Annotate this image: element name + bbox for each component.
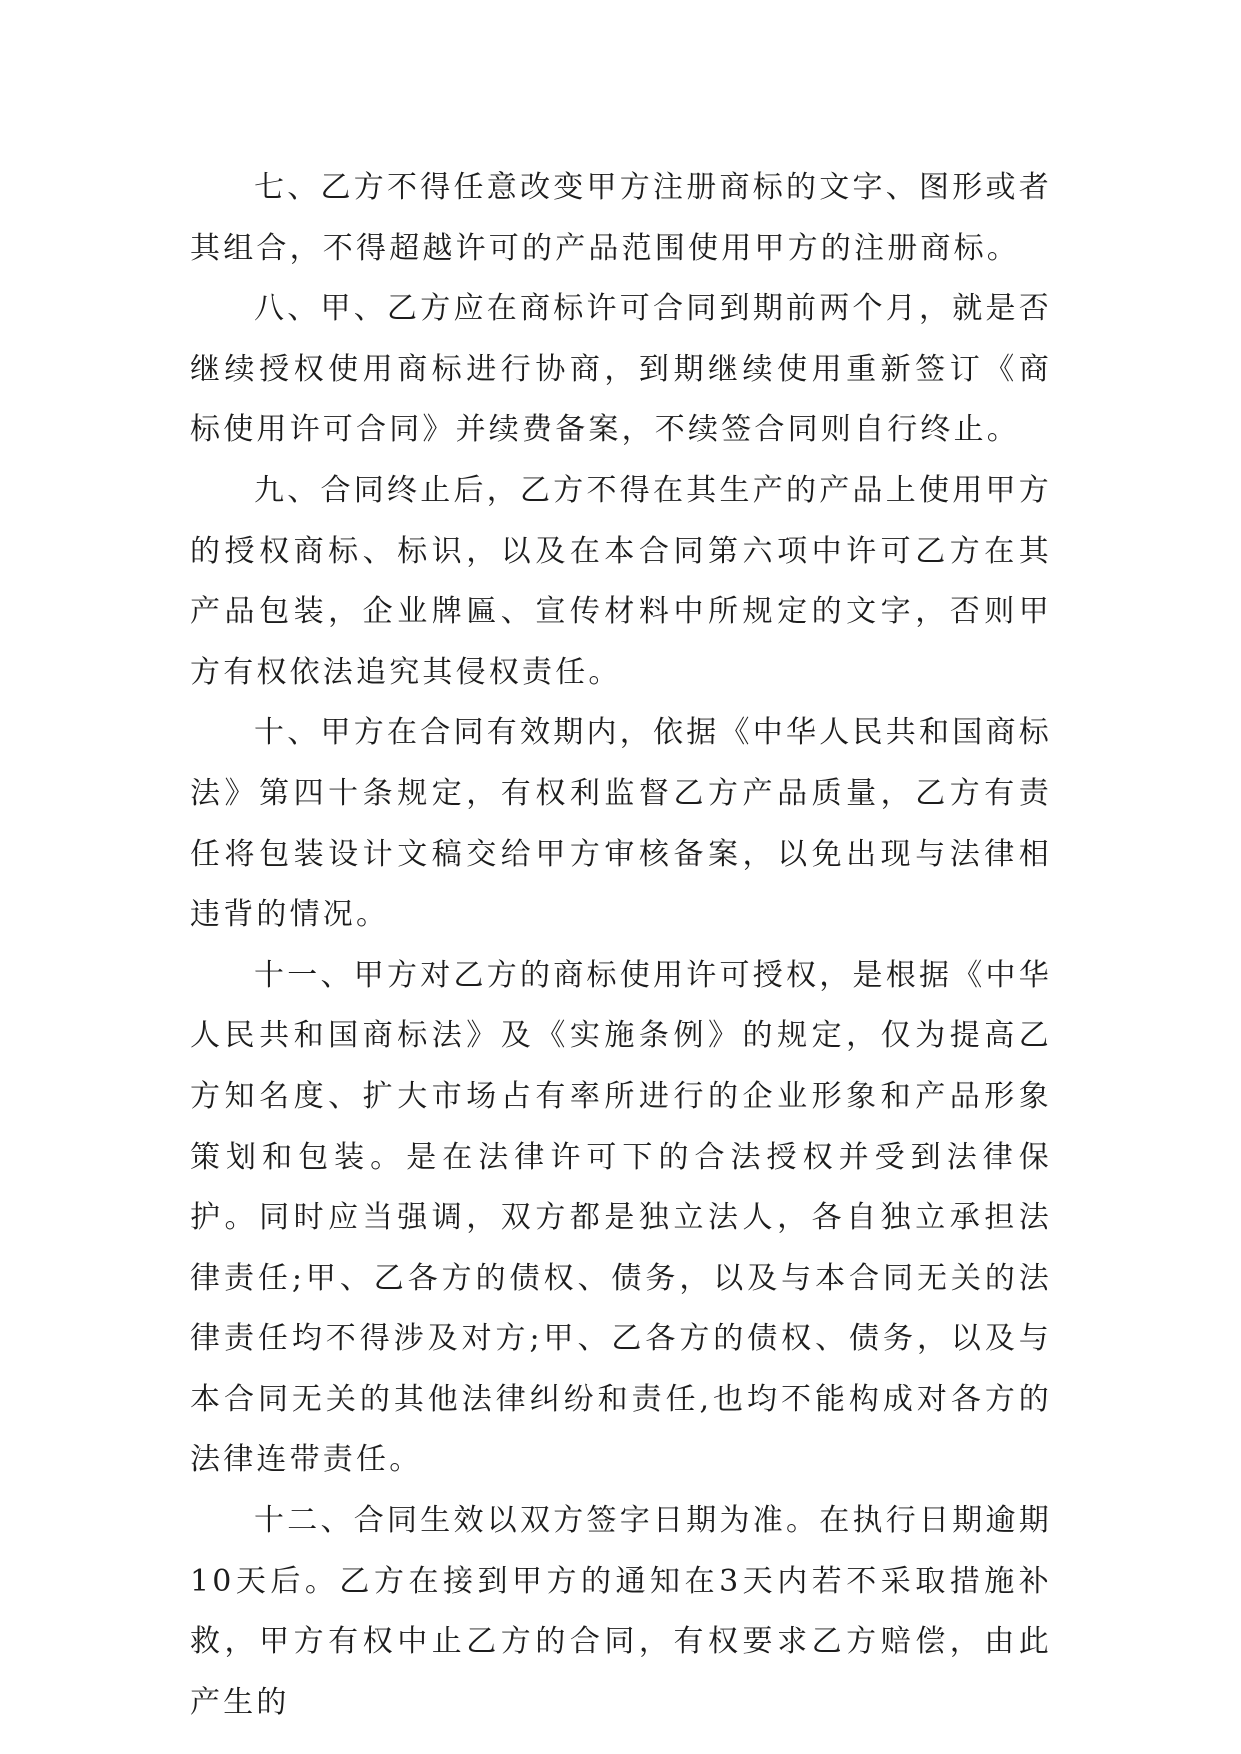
clause-12-paragraph: 十二、合同生效以双方签字日期为准。在执行日期逾期10天后。乙方在接到甲方的通知在3天内若不采取措施补救，甲方有权中止乙方的合同，有权要求乙方赔偿，由此产生的	[190, 1503, 1052, 1720]
document-body	[190, 158, 1052, 1733]
clause-7-paragraph: 七、乙方不得任意改变甲方注册商标的文字、图形或者其组合，不得超越许可的产品范围使用甲方的注册商标。	[190, 170, 1052, 266]
clause-8-paragraph: 八、甲、乙方应在商标许可合同到期前两个月，就是否继续授权使用商标进行协商，到期继续使用重新签订《商标使用许可合同》并续费备案，不续签合同则自行终止。	[190, 291, 1052, 448]
clause-9-paragraph: 九、合同终止后，乙方不得在其生产的产品上使用甲方的授权商标、标识，以及在本合同第六项中许可乙方在其产品包装，企业牌匾、宣传材料中所规定的文字，否则甲方有权依法追究其侵权责任。	[190, 472, 1052, 690]
clause-10-paragraph: 十、甲方在合同有效期内，依据《中华人民共和国商标法》第四十条规定，有权利监督乙方产品质量，乙方有责任将包装设计文稿交给甲方审核备案，以免出现与法律相违背的情况。	[190, 715, 1052, 933]
clause-11-paragraph: 十一、甲方对乙方的商标使用许可授权，是根据《中华人民共和国商标法》及《实施条例》的规定，仅为提高乙方知名度、扩大市场占有率所进行的企业形象和产品形象策划和包装。是在法律许可下的合法授权并受到法律保护。同时应当强调，双方都是独立法人，各自独立承担法律责任;甲、乙各方的债权、债务，以及与本合同无关的法律责任均不得涉及对方;甲、乙各方的债权、债务，以及与本合同无关的其他法律纠纷和责任,也均不能构成对各方的法律连带责任。	[190, 957, 1052, 1478]
